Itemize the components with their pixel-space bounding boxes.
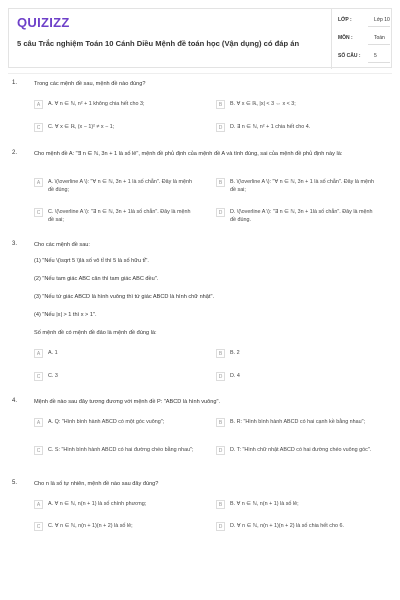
meta-line: [368, 44, 390, 45]
meta-line: [368, 62, 390, 63]
option-letter-box: C: [34, 123, 43, 132]
option-text: D. ∃ n ∈ ℕ, n² + 1 chia hết cho 4.: [230, 124, 311, 130]
option-letter-box: B: [216, 178, 225, 187]
option-text: D. 4: [230, 373, 240, 379]
option-letter-box: C: [34, 446, 43, 455]
meta-grade: [338, 17, 398, 29]
option-letter-box: D: [216, 372, 225, 381]
option-text: D. T: "Hình chữ nhật ABCD có hai đường chéo vuông góc".: [230, 447, 372, 453]
option-text: C. 3: [48, 373, 58, 379]
option-text: D. \(\overline A \): "∃ n ∈ ℕ, 3n + 1là số chẵn". Đây là mệnh đề đúng.: [230, 209, 373, 223]
option-text: A. 1: [48, 350, 58, 356]
statement-2: (2) "Nếu tam giác ABC cân thì tam giác ABC đều".: [34, 276, 159, 282]
question-text: Cho mệnh đề A: "∃ n ∈ ℕ, 3n + 1 là số lẻ", mệnh đề phủ định của mệnh đề A và tính đúng, sai của mệnh đề phủ định này là:: [34, 151, 343, 157]
meta-panel: [331, 9, 394, 69]
option-text: B. 2: [230, 350, 240, 356]
option-letter-box: A: [34, 349, 43, 358]
option-text: D. ∀ n ∈ ℕ, n(n + 1)(n + 2) là số chia hết cho 6.: [230, 523, 344, 529]
option-letter-box: C: [34, 372, 43, 381]
option-text: A. ∀ n ∈ ℕ, n² + 1 không chia hết cho 3;: [48, 101, 145, 107]
meta-count-label: SỐ CÂU :: [338, 53, 361, 59]
question-text: Cho các mệnh đề sau:: [34, 242, 90, 248]
option-letter-box: A: [34, 178, 43, 187]
question-number: 2.: [12, 150, 18, 156]
option-text: B. ∀ n ∈ ℕ, n(n + 1) là số lẻ;: [230, 501, 299, 507]
meta-grade-label: LỚP :: [338, 17, 352, 23]
option-letter-box: A: [34, 100, 43, 109]
option-text: B. \(\overline A \): "∀ n ∈ ℕ, 3n + 1 là số chẵn". Đây là mệnh đề sai;: [230, 179, 375, 193]
statement-1: (1) "Nếu \(\sqrt 5 \)là số vô tỉ thì 5 là số hữu tỉ".: [34, 258, 149, 264]
meta-line: [368, 26, 390, 27]
option-text: B. ∀ x ∈ ℝ, |x| < 3 ⇔ x < 3;: [230, 101, 296, 107]
meta-subject: [338, 35, 398, 47]
statement-3: (3) "Nếu tứ giác ABCD là hình vuông thì tứ giác ABCD là hình chữ nhật".: [34, 294, 215, 300]
question-number: 3.: [12, 241, 18, 247]
meta-count: [338, 53, 398, 65]
meta-grade-value: Lớp 10: [374, 17, 390, 23]
statement-4: (4) "Nếu |x| > 1 thì x > 1".: [34, 312, 97, 318]
option-text: B. R: "Hình bình hành ABCD có hai cạnh kề bằng nhau";: [230, 419, 366, 425]
question-text: Mệnh đề nào sau đây tương đương với mệnh đề P: "ABCD là hình vuông".: [34, 399, 221, 405]
option-letter-box: A: [34, 418, 43, 427]
worksheet-title: 5 câu Trắc nghiệm Toán 10 Cánh Diều Mệnh đề toán học (Vận dụng) có đáp án: [17, 39, 300, 48]
header-divider: [8, 73, 392, 74]
question-number: 4.: [12, 398, 18, 404]
option-letter-box: D: [216, 446, 225, 455]
option-letter-box: D: [216, 522, 225, 531]
option-letter-box: B: [216, 418, 225, 427]
option-letter-box: D: [216, 208, 225, 217]
option-letter-box: B: [216, 100, 225, 109]
option-text: C. \(\overline A \): "∃ n ∈ ℕ, 3n + 1là số chẵn". Đây là mệnh đề sai;: [48, 209, 191, 223]
question-text: Trong các mệnh đề sau, mệnh đề nào đúng?: [34, 81, 146, 87]
meta-count-value: 5: [374, 53, 377, 59]
question-prompt: Số mệnh đề có mệnh đề đảo là mệnh đề đúng là:: [34, 330, 157, 336]
option-letter-box: D: [216, 123, 225, 132]
option-text: A. ∀ n ∈ ℕ, n(n + 1) là số chính phương;: [48, 501, 147, 507]
question-number: 1.: [12, 80, 18, 86]
option-text: C. ∀ x ∈ ℝ, (x − 1)² ≠ x − 1;: [48, 124, 115, 130]
option-letter-box: B: [216, 500, 225, 509]
option-letter-box: A: [34, 500, 43, 509]
meta-subject-value: Toán: [374, 35, 385, 41]
option-text: C. S: "Hình bình hành ABCD có hai đường chéo bằng nhau";: [48, 447, 194, 453]
quizizz-logo: QUIZIZZ: [17, 15, 70, 30]
question-text: Cho n là số tự nhiên, mệnh đề nào sau đây đúng?: [34, 481, 159, 487]
option-letter-box: B: [216, 349, 225, 358]
question-number: 5.: [12, 480, 18, 486]
option-text: A. \(\overline A \): "∀ n ∈ ℕ, 3n + 1 là số chẵn". Đây là mệnh đề đúng;: [48, 179, 193, 193]
option-text: C. ∀ n ∈ ℕ, n(n + 1)(n + 2) là số lẻ;: [48, 523, 133, 529]
worksheet-header: [8, 8, 392, 68]
option-text: A. Q: "Hình bình hành ABCD có một góc vuông";: [48, 419, 165, 425]
option-letter-box: C: [34, 522, 43, 531]
option-letter-box: C: [34, 208, 43, 217]
meta-subject-label: MÔN :: [338, 35, 353, 41]
